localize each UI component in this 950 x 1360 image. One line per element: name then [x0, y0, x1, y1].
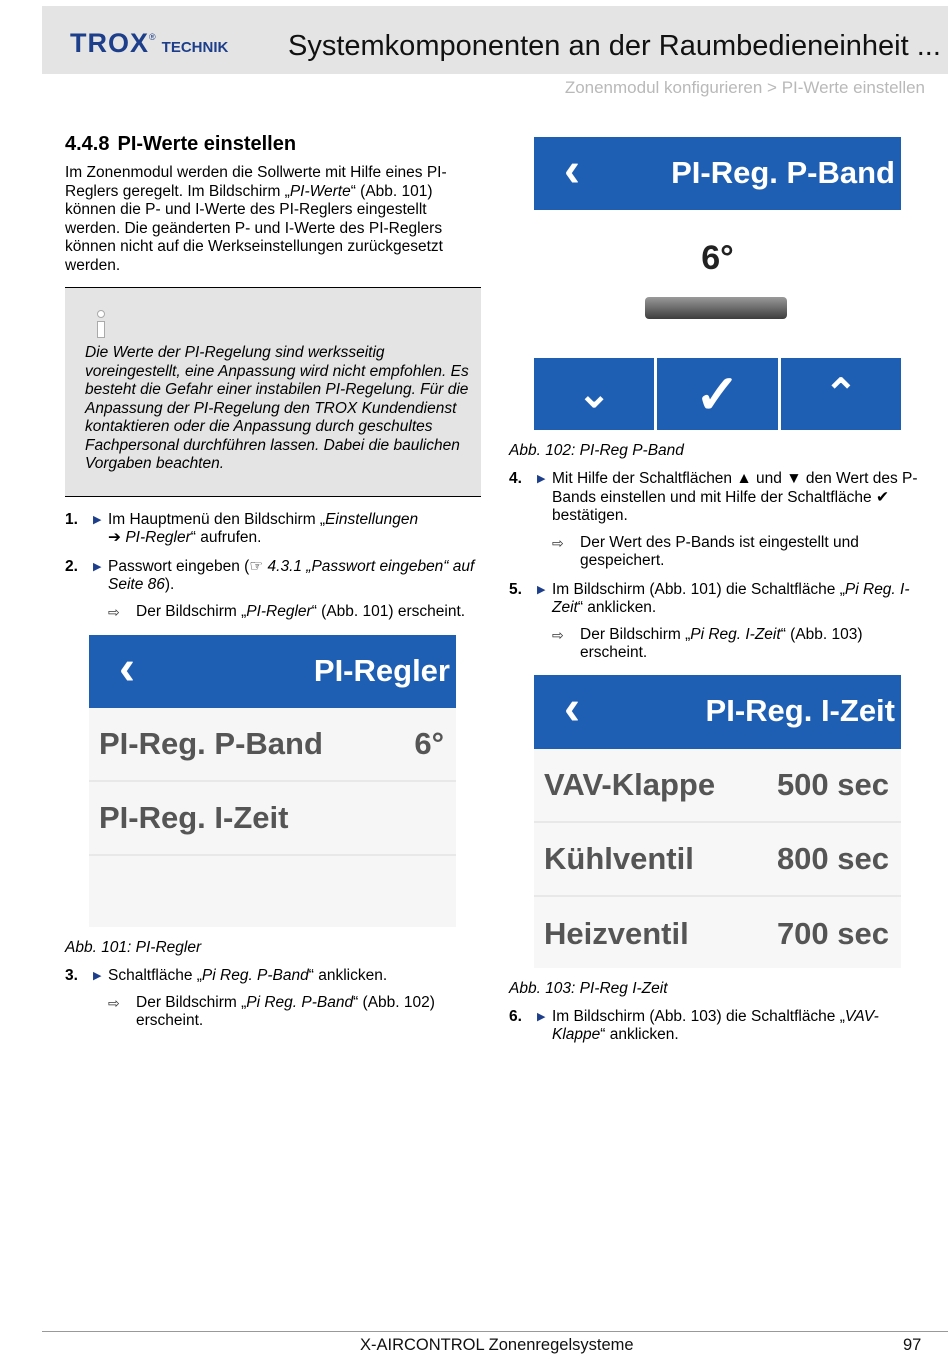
result-text: Der Bildschirm „Pi Reg. I-Zeit“ (Abb. 103) erscheint. [580, 625, 863, 661]
triangle-down-icon: ▼ [786, 470, 802, 487]
p-band-value: 6° [701, 239, 734, 277]
note-text: Die Werte der PI-Regelung sind werksseitig voreingestellt, eine Anpassung wird nicht empfohlen. Es besteht die Gefahr einer instabilen PI-Regelung. Für die Anpassung der PI-Regelung den TROX Kundendienst kontaktieren oder die Anpassung durch geschultes Fachpersonal durchführen lassen. Dabei die baulichen Vorgaben beachten. [85, 344, 469, 472]
decrease-button[interactable] [534, 358, 654, 430]
intro-text-pre: Im Zonenmodul werden die Sollwerte mit Hilfe eines PI-Reglers geregelt. Im Bildschirm „ [65, 164, 447, 200]
screen-title: PI-Reg. I-Zeit [705, 692, 895, 728]
figure-caption-101: Abb. 101: PI-Regler [65, 939, 202, 956]
menu-row-p-band[interactable] [89, 708, 456, 782]
step-arrow-icon: ▶ [93, 560, 102, 573]
screen-pi-regler [89, 635, 456, 927]
menu-row-label: PI-Reg. P-Band [99, 726, 323, 761]
step-arrow-icon: ▶ [537, 1010, 546, 1023]
menu-row-i-zeit[interactable] [89, 782, 456, 856]
result-arrow-icon: ⇨ [552, 534, 564, 551]
page-number: 97 [903, 1336, 922, 1354]
p-band-slider[interactable] [645, 297, 787, 319]
step-text: Passwort eingeben (☞ 4.3.1 „Passwort eingeben“ auf Seite 86). [108, 557, 475, 593]
result-arrow-icon: ⇨ [552, 626, 564, 643]
back-arrow-icon[interactable]: ‹ [564, 681, 580, 735]
figure-caption-102: Abb. 102: PI-Reg P-Band [509, 442, 684, 459]
screen-header [534, 137, 901, 210]
intro-text-post: “ (Abb. 101) können die P- und I-Werte des PI-Reglers eingestellt werden. Die geänderten P- und I-Werte des PI-Reglers können nicht auf die Werkseinstellungen zurückgesetzt werden. [65, 182, 443, 274]
chevron-up-icon: ⌃ [824, 372, 858, 416]
section-heading [65, 133, 481, 156]
section-title: PI-Werte einstellen [117, 133, 297, 155]
section-number: 4.4.8 [65, 133, 110, 155]
confirm-button[interactable] [657, 358, 777, 430]
document-title: Systemkomponenten an der Raumbedieneinheit ... [288, 30, 941, 62]
step-2-result [65, 603, 481, 622]
logo-registered-mark: ® [149, 32, 156, 42]
footer-product: X-AIRCONTROL Zonenregelsysteme [360, 1336, 634, 1354]
menu-row-label: PI-Reg. I-Zeit [99, 800, 289, 835]
right-column [509, 137, 929, 1045]
step-arrow-icon: ▶ [537, 583, 546, 596]
menu-row-label: VAV-Klappe [544, 766, 716, 802]
step-number: 3. [65, 967, 78, 984]
step-2 [65, 558, 481, 595]
menu-row-heizventil[interactable] [534, 897, 901, 971]
breadcrumb: Zonenmodul konfigurieren > PI-Werte einstellen [564, 78, 925, 97]
step-4 [509, 470, 929, 526]
result-arrow-icon: ⇨ [108, 994, 120, 1011]
back-arrow-icon[interactable]: ‹ [564, 144, 580, 197]
screen-title: PI-Regler [313, 653, 450, 688]
footer-divider [42, 1331, 948, 1332]
result-text: Der Bildschirm „PI-Regler“ (Abb. 101) erscheint. [136, 602, 466, 620]
menu-row-label: Kühlventil [544, 840, 694, 876]
step-text: Im Bildschirm (Abb. 101) die Schaltfläche „Pi Reg. I-Zeit“ anklicken. [552, 580, 910, 616]
checkmark-icon: ✔ [875, 488, 889, 506]
step-text: Im Hauptmenü den Bildschirm „Einstellungen ➔ PI-Regler“ aufrufen. [108, 510, 419, 546]
step-3 [65, 967, 481, 986]
figure-caption-103: Abb. 103: PI-Reg I-Zeit [509, 979, 668, 997]
logo-technik-text: TECHNIK [161, 39, 229, 56]
result-text: Der Wert des P-Bands ist eingestellt und gespeichert. [580, 533, 859, 569]
logo-trox-text: TROX [70, 28, 150, 58]
step-text: Mit Hilfe der Schaltflächen ▲ und ▼ den Wert des P-Bands einstellen und mit Hilfe der Schaltfläche ✔ bestätigen. [552, 470, 918, 524]
screen-i-zeit [534, 675, 901, 968]
triangle-up-icon: ▲ [736, 470, 752, 487]
step-5 [509, 581, 929, 618]
menu-row-vav-klappe[interactable] [534, 749, 901, 823]
screen-p-band [534, 137, 901, 430]
step-3-result [65, 994, 481, 1031]
step-number: 6. [509, 1007, 522, 1025]
back-arrow-icon[interactable]: ‹ [119, 642, 135, 695]
menu-row-label: Heizventil [544, 915, 689, 951]
intro-text-em: PI-Werte [289, 182, 351, 200]
step-5-result [509, 626, 929, 663]
step-text: Im Bildschirm (Abb. 103) die Schaltfläche „VAV-Klappe“ anklicken. [552, 1007, 879, 1043]
step-number: 1. [65, 510, 78, 528]
step-4-result [509, 534, 929, 571]
step-arrow-icon: ▶ [93, 970, 102, 982]
checkmark-icon: ✓ [694, 364, 741, 425]
step-number: 5. [509, 580, 522, 598]
chevron-down-icon: ⌄ [577, 372, 611, 416]
step-arrow-icon: ▶ [93, 513, 102, 526]
step-1 [65, 511, 481, 548]
p-band-button-bar [534, 358, 901, 430]
info-icon [89, 310, 113, 340]
page-header [42, 6, 948, 74]
screen-title: PI-Reg. P-Band [671, 155, 895, 190]
increase-button[interactable] [781, 358, 901, 430]
step-6 [509, 1008, 929, 1045]
intro-paragraph [65, 164, 481, 275]
cross-reference-icon: ☞ [249, 557, 264, 575]
step-arrow-icon: ▶ [537, 473, 546, 485]
step-number: 2. [65, 557, 78, 575]
trox-logo [70, 28, 228, 59]
menu-row-value: 800 sec [776, 840, 889, 876]
menu-row-value: 700 sec [776, 915, 889, 951]
result-text: Der Bildschirm „Pi Reg. P-Band“ (Abb. 102) erscheint. [136, 993, 435, 1029]
left-column [65, 133, 481, 1031]
menu-row-value: 500 sec [776, 766, 889, 802]
cross-reference-link[interactable]: 4.3.1 „Passwort eingeben“ auf Seite 86 [108, 557, 475, 593]
result-arrow-icon: ⇨ [108, 603, 120, 620]
step-number: 4. [509, 470, 522, 487]
step-text: Schaltfläche „Pi Reg. P-Band“ anklicken. [108, 967, 388, 984]
info-note [65, 287, 481, 497]
menu-row-kuehlventil[interactable] [534, 823, 901, 897]
screen-header [534, 675, 901, 749]
screen-header [89, 635, 456, 708]
menu-row-value: 6° [414, 726, 444, 761]
